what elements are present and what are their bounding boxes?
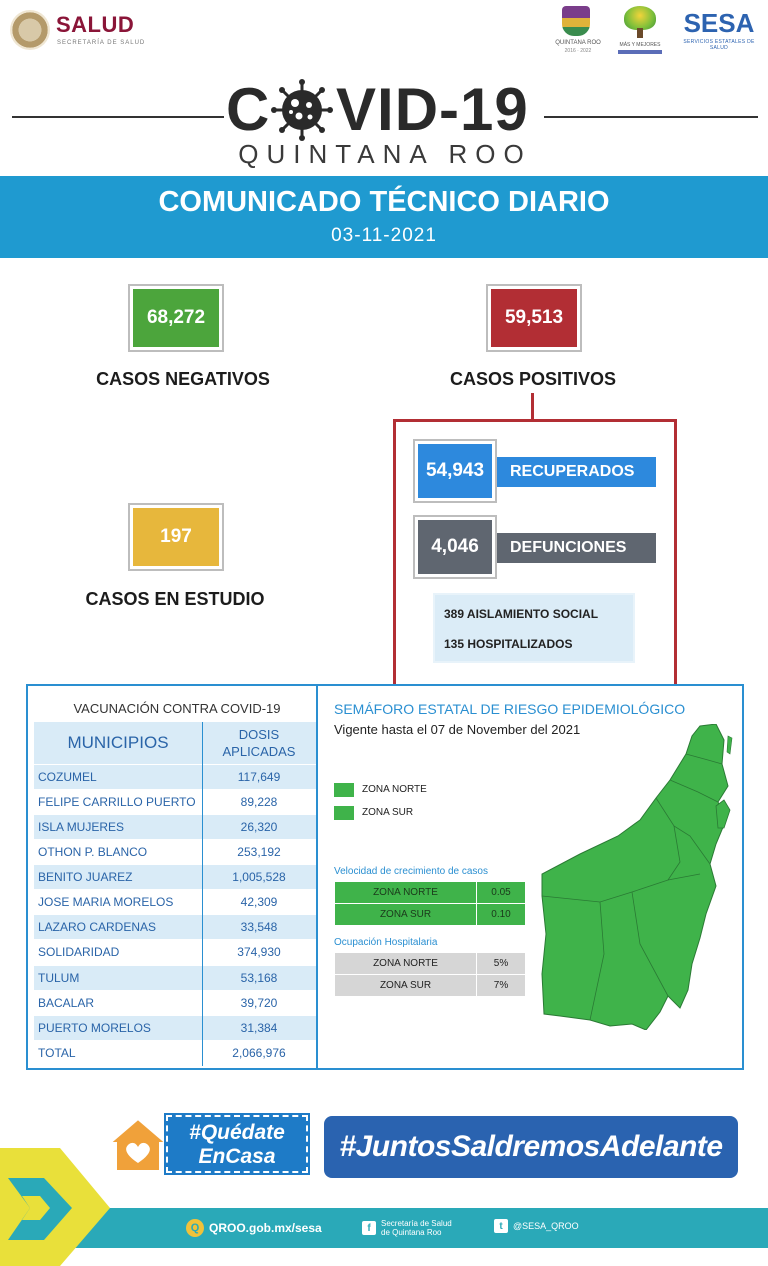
vaccination-rows xyxy=(34,764,316,1066)
table-row xyxy=(34,1015,316,1040)
quedate-line1: #Quédate xyxy=(189,1121,285,1144)
table-row xyxy=(34,814,316,839)
table-row xyxy=(34,915,316,940)
report-date: 03-11-2021 xyxy=(331,225,437,246)
positive-cases-label: CASOS POSITIVOS xyxy=(449,369,617,389)
municipio-name: TULUM xyxy=(34,965,202,990)
growth-zone: ZONA SUR xyxy=(335,904,477,926)
vaccination-column-divider xyxy=(202,722,203,1066)
cases-under-study-label: CASOS EN ESTUDIO xyxy=(85,589,265,609)
semaphore-valid-until: Vigente hasta el 07 de November del 2021 xyxy=(334,722,581,737)
table-row xyxy=(34,789,316,814)
footer-website-text: QROO.gob.mx/sesa xyxy=(209,1221,322,1235)
legend-label-zona-sur: ZONA SUR xyxy=(362,807,414,818)
cases-under-study-value: 197 xyxy=(130,505,222,569)
dosis-value: 374,930 xyxy=(202,940,316,965)
table-row xyxy=(34,890,316,915)
hospital-occupancy-table xyxy=(334,952,526,997)
dosis-value: 42,309 xyxy=(202,890,316,915)
semaphore-title: SEMÁFORO ESTATAL DE RIESGO EPIDEMIOLÓGICO xyxy=(334,701,686,717)
title-state: QUINTANA ROO xyxy=(238,139,532,169)
growth-speed-title: Velocidad de crecimiento de casos xyxy=(334,866,488,877)
panel-divider xyxy=(316,684,318,1070)
map-state-outline xyxy=(542,724,728,1030)
title-rule-right xyxy=(544,116,758,118)
table-row xyxy=(335,953,526,975)
hospital-occupancy-title: Ocupación Hospitalaria xyxy=(334,937,438,948)
municipio-name: TOTAL xyxy=(34,1040,202,1065)
table-row xyxy=(34,839,316,864)
footer-facebook-link[interactable] xyxy=(362,1219,452,1237)
house-heart-icon xyxy=(108,1117,168,1173)
positive-cases-value: 59,513 xyxy=(488,286,580,350)
occupancy-value: 7% xyxy=(477,975,526,997)
mexico-seal-icon xyxy=(10,10,50,50)
dosis-value: 39,720 xyxy=(202,990,316,1015)
column-header-dosis-line1: DOSIS xyxy=(238,726,280,742)
dosis-value: 26,320 xyxy=(202,814,316,839)
table-row xyxy=(34,990,316,1015)
table-row xyxy=(335,904,526,926)
quedate-line2: EnCasa xyxy=(198,1145,276,1168)
report-title: COMUNICADO TÉCNICO DIARIO xyxy=(158,186,610,218)
dosis-value: 33,548 xyxy=(202,915,316,940)
virus-icon xyxy=(271,79,333,141)
negative-cases-value: 68,272 xyxy=(130,286,222,350)
recovered-label: RECUPERADOS xyxy=(496,457,656,487)
municipio-name: FELIPE CARRILLO PUERTO xyxy=(34,789,202,814)
column-header-municipios: MUNICIPIOS xyxy=(34,722,202,764)
hospitalized-count: 135 HOSPITALIZADOS xyxy=(444,637,573,651)
footer-website-link[interactable] xyxy=(186,1219,322,1237)
isla-mujeres xyxy=(727,736,732,754)
municipio-name: LAZARO CARDENAS xyxy=(34,915,202,940)
facebook-icon: f xyxy=(362,1221,376,1235)
salud-logo-text: SALUD xyxy=(56,12,135,37)
sesa-logo-subtitle: SERVICIOS ESTATALES DE SALUD xyxy=(683,39,755,51)
geometric-logo-mark xyxy=(0,1148,110,1266)
footer-facebook-line2: de Quintana Roo xyxy=(381,1228,442,1237)
occupancy-value: 5% xyxy=(477,953,526,975)
dosis-value: 1,005,528 xyxy=(202,865,316,890)
positive-cases-connector xyxy=(531,393,534,420)
table-row xyxy=(335,975,526,997)
dosis-value: 2,066,976 xyxy=(202,1040,316,1065)
municipio-name: PUERTO MORELOS xyxy=(34,1015,202,1040)
footer-facebook-line1: Secretaría de Salud xyxy=(381,1219,452,1228)
title-covid-19: VID-19 xyxy=(336,76,529,143)
municipio-name: BACALAR xyxy=(34,990,202,1015)
municipio-name: OTHON P. BLANCO xyxy=(34,839,202,864)
deaths-label: DEFUNCIONES xyxy=(496,533,656,563)
quintana-roo-logo xyxy=(548,6,608,58)
legend-swatch-zona-sur xyxy=(334,806,354,820)
municipio-name: SOLIDARIDAD xyxy=(34,940,202,965)
recovered-value: 54,943 xyxy=(415,441,495,501)
table-row xyxy=(34,764,316,789)
footer-twitter-link[interactable] xyxy=(494,1219,579,1233)
sesa-logo xyxy=(676,8,762,52)
column-header-dosis-line2: APLICADAS xyxy=(222,743,296,759)
quedate-en-casa-badge xyxy=(108,1113,308,1175)
cozumel-island xyxy=(716,800,730,828)
footer-twitter-text: @SESA_QROO xyxy=(513,1221,579,1231)
footer-facebook-text xyxy=(381,1219,452,1237)
tree-icon xyxy=(624,6,656,30)
twitter-icon: t xyxy=(494,1219,508,1233)
qroo-icon: Q xyxy=(186,1219,204,1237)
quedate-en-casa-text xyxy=(166,1115,308,1173)
quintana-roo-map xyxy=(540,724,736,1030)
tree-logo xyxy=(614,6,666,58)
active-cases-box xyxy=(433,593,635,663)
deaths-value: 4,046 xyxy=(415,517,495,577)
quintana-roo-logo-period: 2016 · 2022 xyxy=(564,48,592,54)
dosis-value: 53,168 xyxy=(202,965,316,990)
table-row xyxy=(335,882,526,904)
growth-speed-table xyxy=(334,881,526,926)
salud-logo xyxy=(10,10,160,54)
title-rule-left xyxy=(12,116,224,118)
table-row xyxy=(34,940,316,965)
vaccination-title: VACUNACIÓN CONTRA COVID-19 xyxy=(73,701,281,716)
tree-trunk xyxy=(637,28,643,38)
column-header-dosis xyxy=(202,722,316,764)
quintana-roo-logo-name: QUINTANA ROO xyxy=(555,40,601,46)
tree-logo-text: MÁS Y MEJORES xyxy=(619,42,661,48)
municipio-name: ISLA MUJERES xyxy=(34,814,202,839)
sesa-logo-text: SESA xyxy=(683,8,755,38)
municipio-name: BENITO JUAREZ xyxy=(34,865,202,890)
dosis-value: 117,649 xyxy=(202,764,316,789)
salud-logo-subtitle: SECRETARÍA DE SALUD xyxy=(57,40,146,46)
dosis-value: 89,228 xyxy=(202,789,316,814)
municipio-name: COZUMEL xyxy=(34,764,202,789)
legend-swatch-zona-norte xyxy=(334,783,354,797)
table-row xyxy=(34,865,316,890)
table-row xyxy=(34,965,316,990)
table-row xyxy=(34,1040,316,1065)
municipio-name: JOSE MARIA MORELOS xyxy=(34,890,202,915)
dosis-value: 31,384 xyxy=(202,1015,316,1040)
shield-icon xyxy=(562,6,590,36)
dosis-value: 253,192 xyxy=(202,839,316,864)
vaccination-table xyxy=(34,722,316,1066)
negative-cases-label: CASOS NEGATIVOS xyxy=(96,369,270,389)
occupancy-zone: ZONA SUR xyxy=(335,975,477,997)
growth-value: 0.10 xyxy=(477,904,526,926)
title-letter-c: C xyxy=(226,76,270,143)
occupancy-zone: ZONA NORTE xyxy=(335,953,477,975)
tree-logo-bar xyxy=(618,50,662,54)
growth-value: 0.05 xyxy=(477,882,526,904)
social-isolation-count: 389 AISLAMIENTO SOCIAL xyxy=(444,607,599,621)
juntos-saldremos-slogan: #JuntosSaldremosAdelante xyxy=(324,1116,738,1178)
growth-zone: ZONA NORTE xyxy=(335,882,477,904)
legend-label-zona-norte: ZONA NORTE xyxy=(362,784,427,795)
